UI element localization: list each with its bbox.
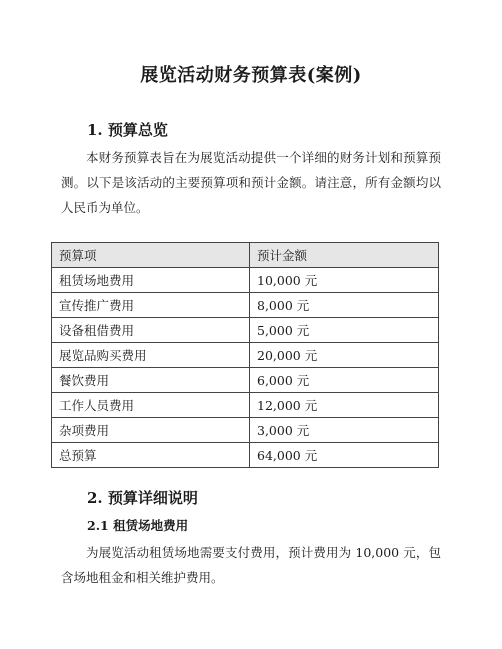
subsection-heading-venue: 2.1 租赁场地费用 <box>87 518 189 533</box>
budget-amount-cell: 20,000 元 <box>250 343 439 368</box>
budget-item-cell: 杂项费用 <box>52 418 250 443</box>
overview-paragraph: 本财务预算表旨在为展览活动提供一个详细的财务计划和预算预测。以下是该活动的主要预算项和预计金额。请注意，所有金额均以人民币为单位。 <box>61 150 441 215</box>
table-row <box>52 343 439 368</box>
budget-table <box>51 242 439 468</box>
column-header-item: 预算项 <box>52 243 250 268</box>
budget-amount-cell: 8,000 元 <box>250 293 439 318</box>
venue-paragraph: 为展览活动租赁场地需要支付费用，预计费用为 10,000 元，包含场地租金和相关维护费用。 <box>61 545 441 585</box>
column-header-amount: 预计金额 <box>250 243 439 268</box>
budget-amount-cell: 12,000 元 <box>250 393 439 418</box>
budget-item-cell: 展览品购买费用 <box>52 343 250 368</box>
table-row <box>52 318 439 343</box>
table-row-total <box>52 443 439 468</box>
budget-item-cell: 宣传推广费用 <box>52 293 250 318</box>
budget-item-cell: 工作人员费用 <box>52 393 250 418</box>
table-header-row <box>52 243 439 268</box>
table-row <box>52 293 439 318</box>
budget-item-cell: 餐饮费用 <box>52 368 250 393</box>
table-row <box>52 268 439 293</box>
table-row <box>52 418 439 443</box>
budget-amount-cell: 64,000 元 <box>250 443 439 468</box>
budget-item-cell: 总预算 <box>52 443 250 468</box>
budget-item-cell: 租赁场地费用 <box>52 268 250 293</box>
budget-amount-cell: 10,000 元 <box>250 268 439 293</box>
budget-amount-cell: 6,000 元 <box>250 368 439 393</box>
section-heading-details: 2. 预算详细说明 <box>87 489 198 507</box>
section-heading-overview: 1. 预算总览 <box>87 121 168 139</box>
budget-amount-cell: 3,000 元 <box>250 418 439 443</box>
table-row <box>52 393 439 418</box>
table-row <box>52 368 439 393</box>
budget-item-cell: 设备租借费用 <box>52 318 250 343</box>
budget-amount-cell: 5,000 元 <box>250 318 439 343</box>
document-title: 展览活动财务预算表(案例) <box>140 65 362 86</box>
